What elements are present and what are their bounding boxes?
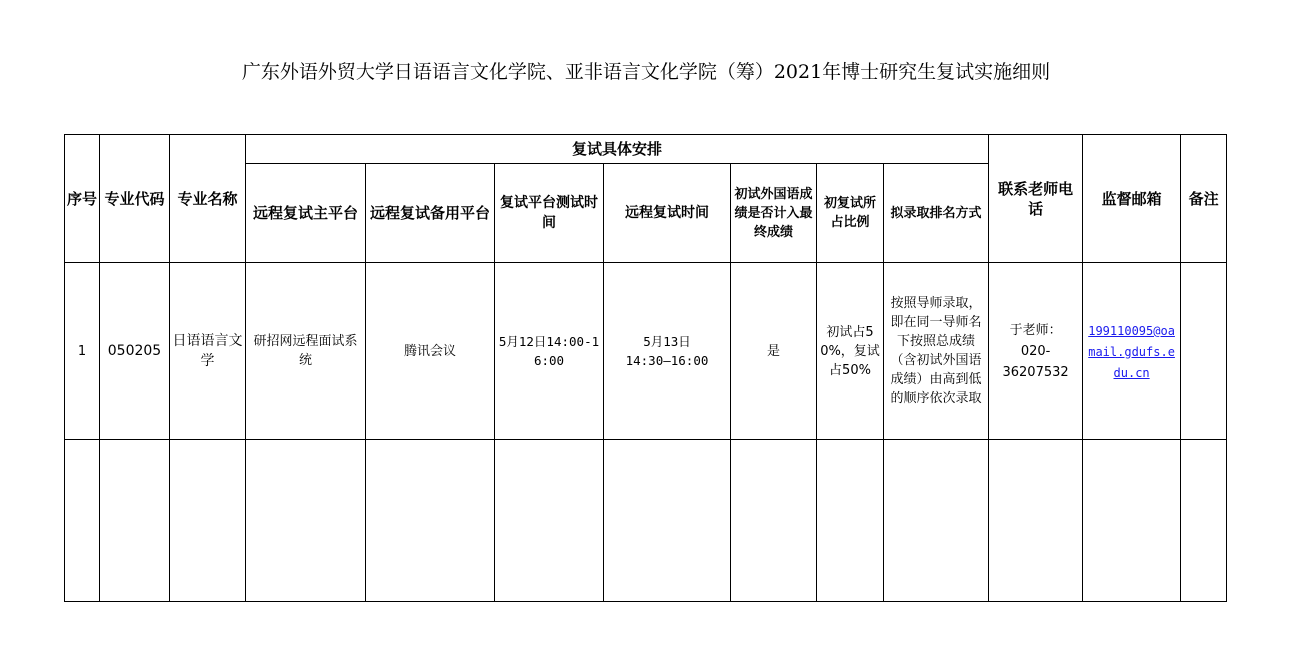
header-seq: 序号 xyxy=(65,135,100,263)
cell-supervision-email xyxy=(1083,263,1181,440)
table-row xyxy=(65,263,1227,440)
header-remarks: 备注 xyxy=(1181,135,1227,263)
empty-cell xyxy=(884,440,989,602)
header-ranking-method: 拟录取排名方式 xyxy=(884,164,989,263)
cell-contact-phone xyxy=(989,263,1083,440)
empty-cell xyxy=(495,440,604,602)
cell-ratio: 初试占50%，复试占50% xyxy=(817,263,884,440)
empty-cell xyxy=(170,440,246,602)
interview-date: 5月13日 xyxy=(643,334,691,349)
supervision-email-link[interactable]: 199110095@oamail.gdufs.edu.cn xyxy=(1088,323,1175,380)
admission-plan-table xyxy=(64,134,1227,602)
empty-cell xyxy=(604,440,731,602)
empty-cell xyxy=(1181,440,1227,602)
header-contact-phone: 联系老师电话 xyxy=(989,135,1083,263)
cell-foreign-lang-included: 是 xyxy=(731,263,817,440)
header-row-top xyxy=(65,135,1227,164)
header-foreign-lang-included: 初试外国语成绩是否计入最终成绩 xyxy=(731,164,817,263)
cell-major-code: 050205 xyxy=(100,263,170,440)
contact-phone-number: 36207532 xyxy=(1002,364,1069,380)
cell-major-name: 日语语言文学 xyxy=(170,263,246,440)
header-group-arrangement: 复试具体安排 xyxy=(246,135,989,164)
empty-cell xyxy=(366,440,495,602)
header-backup-platform: 远程复试备用平台 xyxy=(366,164,495,263)
empty-cell xyxy=(817,440,884,602)
document-title: 广东外语外贸大学日语语言文化学院、亚非语言文化学院（筹）2021年博士研究生复试实施细则 xyxy=(241,61,1051,83)
empty-cell xyxy=(1083,440,1181,602)
header-main-platform: 远程复试主平台 xyxy=(246,164,366,263)
header-interview-time: 远程复试时间 xyxy=(604,164,731,263)
empty-cell xyxy=(989,440,1083,602)
contact-phone-prefix: 020- xyxy=(1020,343,1051,359)
header-major-code: 专业代码 xyxy=(100,135,170,263)
empty-cell xyxy=(246,440,366,602)
cell-backup-platform: 腾讯会议 xyxy=(366,263,495,440)
table-row-empty xyxy=(65,440,1227,602)
header-ratio: 初复试所占比例 xyxy=(817,164,884,263)
header-major-name: 专业名称 xyxy=(170,135,246,263)
header-supervision-email: 监督邮箱 xyxy=(1083,135,1181,263)
empty-cell xyxy=(100,440,170,602)
header-test-time: 复试平台测试时间 xyxy=(495,164,604,263)
contact-name: 于老师： xyxy=(1009,322,1062,338)
empty-cell xyxy=(731,440,817,602)
interview-time-range: 14:30—16:00 xyxy=(625,353,709,368)
cell-ranking-method: 按照导师录取，即在同一导师名下按照总成绩（含初试外国语成绩）由高到低的顺序依次录取 xyxy=(884,263,989,440)
cell-interview-time xyxy=(604,263,731,440)
cell-test-time: 5月12日14:00-16:00 xyxy=(495,263,604,440)
cell-seq: 1 xyxy=(65,263,100,440)
empty-cell xyxy=(65,440,100,602)
cell-main-platform: 研招网远程面试系统 xyxy=(246,263,366,440)
cell-remarks xyxy=(1181,263,1227,440)
